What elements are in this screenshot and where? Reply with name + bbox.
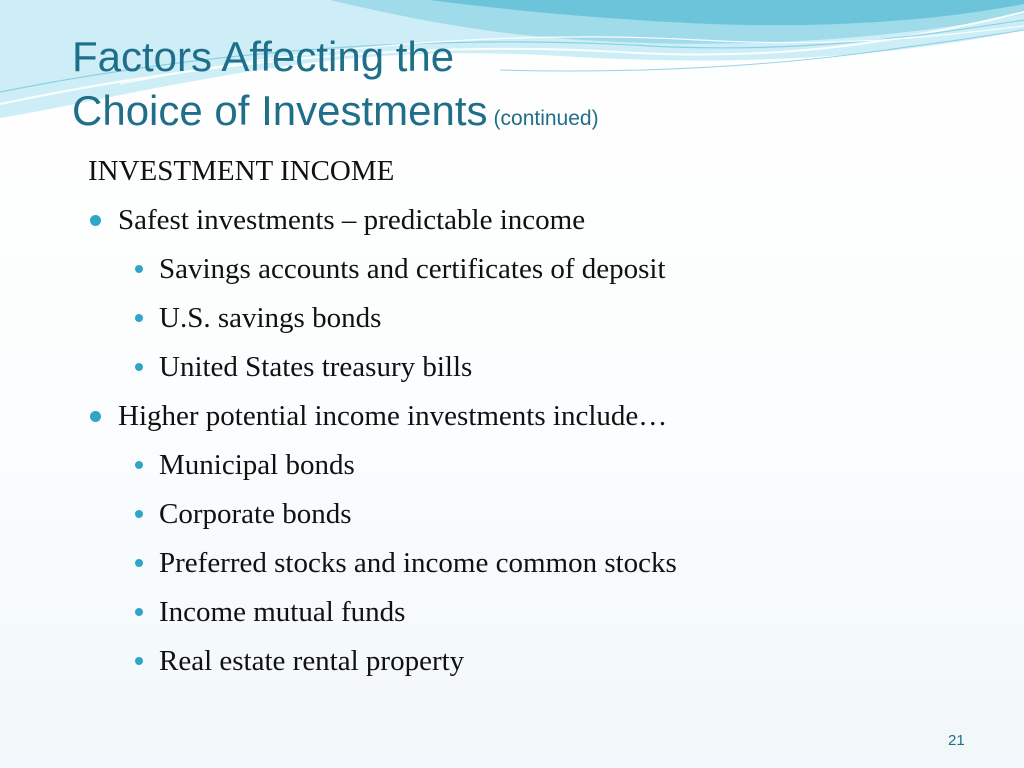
section-heading: INVESTMENT INCOME: [88, 155, 395, 187]
bullet-dot-icon: [135, 559, 143, 567]
bullet-text: United States treasury bills: [159, 350, 473, 383]
bullet-item-level2: [135, 249, 666, 289]
slide-title: [72, 30, 599, 146]
bullet-item-level2: [135, 347, 472, 387]
bullet-item-level2: [135, 543, 677, 583]
bullet-dot-icon: [135, 510, 143, 518]
bullet-item-level1: [90, 396, 667, 436]
bullet-text: Corporate bonds: [159, 497, 352, 530]
title-line-1: Factors Affecting the: [72, 33, 455, 80]
bullet-item-level2: [135, 445, 355, 485]
bullet-text: Safest investments – predictable income: [118, 203, 586, 236]
bullet-text: Preferred stocks and income common stocks: [159, 546, 677, 579]
bullet-dot-icon: [90, 411, 101, 422]
bullet-dot-icon: [135, 363, 143, 371]
title-line-2: Choice of Investments: [72, 87, 488, 134]
bullet-dot-icon: [135, 265, 143, 273]
bullet-text: Higher potential income investments include…: [118, 399, 668, 432]
bullet-text: Municipal bonds: [159, 448, 355, 481]
bullet-dot-icon: [135, 657, 143, 665]
title-continued: (continued): [493, 107, 599, 130]
bullet-dot-icon: [135, 314, 143, 322]
bullet-dot-icon: [135, 608, 143, 616]
bullet-text: Income mutual funds: [159, 595, 406, 628]
bullet-dot-icon: [90, 215, 101, 226]
bullet-item-level2: [135, 298, 381, 338]
bullet-item-level2: [135, 641, 464, 681]
bullet-text: Savings accounts and certificates of deposit: [159, 252, 666, 285]
bullet-text: Real estate rental property: [159, 644, 465, 677]
bullet-item-level1: [90, 200, 585, 240]
title-line-2-wrapper: [72, 84, 599, 146]
bullet-item-level2: [135, 592, 405, 632]
bullet-text: U.S. savings bonds: [159, 301, 382, 334]
bullet-dot-icon: [135, 461, 143, 469]
bullet-item-level2: [135, 494, 352, 534]
slide-number: 21: [948, 732, 965, 749]
